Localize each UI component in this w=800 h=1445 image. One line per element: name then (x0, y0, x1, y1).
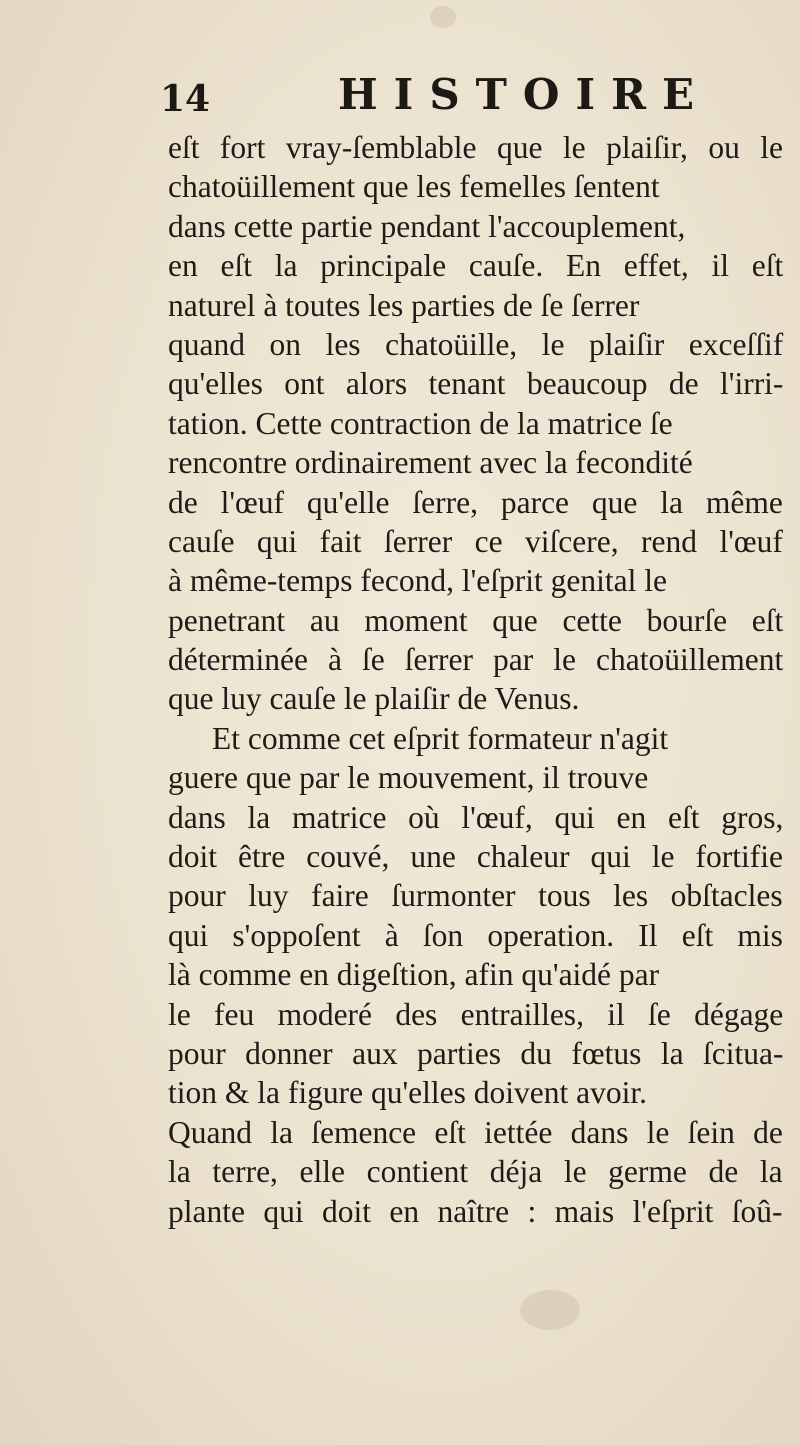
text-line: là comme en digeſtion, afin qu'aidé par (168, 957, 660, 993)
text-line: chatoüillement que les femelles ſentent (168, 169, 660, 205)
text-line: Et comme cet eſprit formateur n'agit (212, 720, 669, 756)
text-line: tion & la figure qu'elles doivent avoir. (168, 1075, 647, 1111)
text-line: déterminée à ſe ſerrer par le chatoüillement (168, 642, 784, 678)
running-title: HISTOIRE (338, 70, 711, 119)
text-line: guere que par le mouvement, il trouve (168, 760, 649, 796)
running-head (160, 70, 800, 130)
text-line: que luy cauſe le plaiſir de Venus. (168, 681, 580, 717)
text-line: doit être couvé, une chaleur qui le fortifie (168, 839, 784, 875)
text-line: naturel à toutes les parties de ſe ſerrer (168, 287, 640, 323)
text-line: la terre, elle contient déja le germe de la (168, 1154, 783, 1190)
text-line: quand on les chatoüille, le plaiſir exceſſif (168, 326, 784, 362)
text-line: pour luy faire ſurmonter tous les obſtacles (168, 878, 783, 914)
text-line: tation. Cette contraction de la matrice ſe (168, 405, 673, 441)
text-line: Quand la ſemence eſt iettée dans le ſein de (168, 1114, 783, 1150)
paper-stain (430, 6, 456, 28)
text-line: le feu moderé des entrailles, il ſe dégage (168, 996, 784, 1032)
page-number: 14 (160, 78, 211, 120)
text-line: pour donner aux parties du fœtus la ſcitua- (168, 1035, 784, 1071)
text-line: qui s'oppoſent à ſon operation. Il eſt mis (168, 917, 783, 953)
text-line: cauſe qui fait ſerrer ce viſcere, rend l'œuf (168, 523, 783, 559)
text-line: en eſt la principale cauſe. En effet, il eſt (168, 248, 784, 284)
text-line: de l'œuf qu'elle ſerre, parce que la même (168, 484, 783, 520)
text-line: plante qui doit en naître : mais l'eſprit ſoû- (168, 1193, 783, 1229)
text-line: qu'elles ont alors tenant beaucoup de l'irri- (168, 366, 784, 402)
text-line: penetrant au moment que cette bourſe eſt (168, 602, 784, 638)
text-line: dans la matrice où l'œuf, qui en eſt gros, (168, 799, 784, 835)
text-line: à même-temps fecond, l'eſprit genital le (168, 563, 667, 599)
paper-stain (520, 1290, 580, 1330)
body-text (168, 128, 788, 1231)
text-line: eſt fort vray-ſemblable que le plaiſir, ou le (168, 130, 784, 165)
text-line: dans cette partie pendant l'accouplement, (168, 208, 686, 244)
text-line: rencontre ordinairement avec la fecondité (168, 445, 693, 481)
